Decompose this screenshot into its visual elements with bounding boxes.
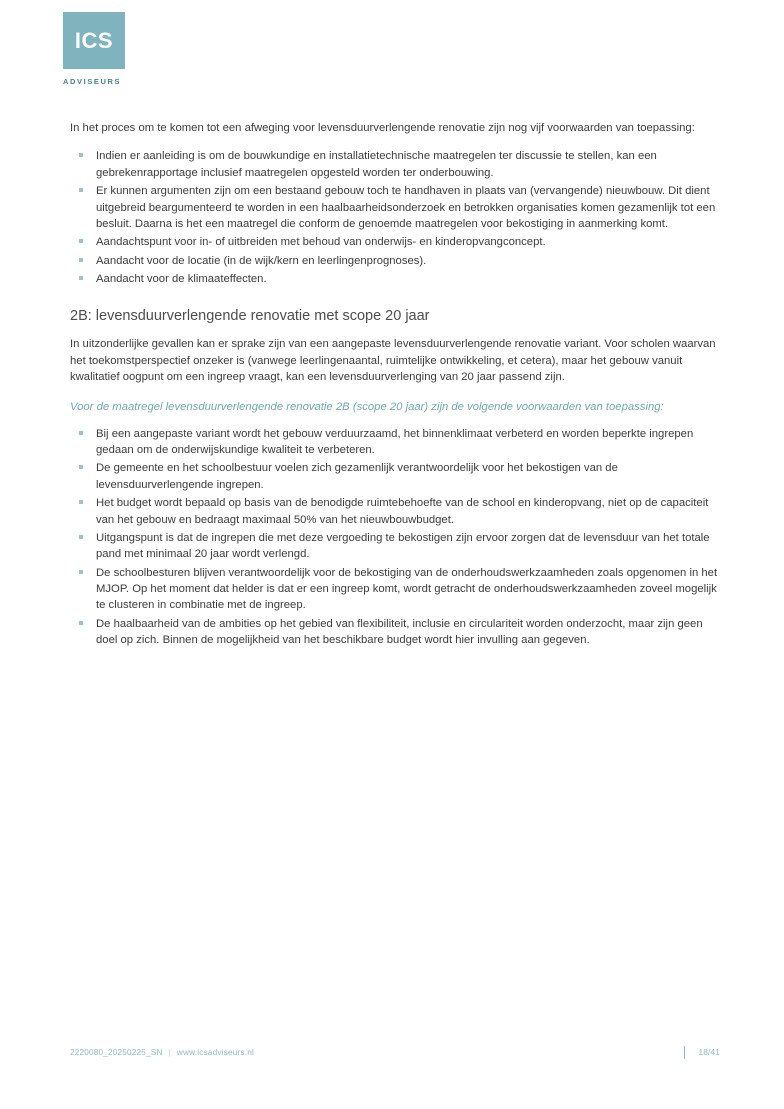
bullet-square-icon [79, 153, 83, 157]
footer-page-number: 18/41 [698, 1048, 720, 1057]
list-item-text: De haalbaarheid van de ambities op het gebied van flexibiliteit, inclusie en circulariteit worden onderzocht, maar zijn geen doel op zich. Binnen de mogelijkheid van het beschikbare budget wordt hier invulling aan gegeven. [96, 617, 703, 647]
logo-block [63, 12, 129, 86]
section-bullet-list [70, 426, 720, 649]
list-item-text: De schoolbesturen blijven verantwoordelijk voor de bekostiging van de onderhoudswerkzaamheden zoals opgenomen in het MJOP. Op het moment dat helder is dat er een ingreep komt, wordt getracht de onderhoudswerkzaamheden zoveel mogelijk te clusteren in combinatie met de ingreep. [96, 566, 718, 612]
bullet-square-icon [79, 431, 83, 435]
list-item [70, 530, 720, 563]
list-item-text: Aandacht voor de klimaateffecten. [96, 273, 267, 285]
document-content [70, 120, 720, 663]
list-item [70, 616, 720, 649]
bullet-square-icon [79, 535, 83, 539]
list-item-text: Het budget wordt bepaald op basis van de benodigde ruimtebehoefte van de school en kinderopvang, niet op de capaciteit van het gebouw en bedraagt maximaal 50% van het nieuwbouwbudget. [96, 497, 709, 526]
list-item-text: Bij een aangepaste variant wordt het gebouw verduurzaamd, het binnenklimaat verbeterd en worden beperkte ingrepen gedaan om de onderwijskundige kwaliteit te verbeteren. [96, 427, 694, 457]
intro-paragraph: In het proces om te komen tot een afweging voor levensduurverlengende renovatie zijn nog vijf voorwaarden van toepassing: [70, 122, 695, 134]
accent-paragraph: Voor de maatregel levensduurverlengende renovatie 2B (scope 20 jaar) zijn de volgende voorwaarden van toepassing: [70, 401, 664, 414]
intro-bullet-list [70, 148, 720, 287]
list-item [70, 148, 720, 181]
list-item-text: Uitgangspunt is dat de ingrepen die met deze vergoeding te bekostigen zijn ervoor zorgen dat de levensduur van het totale pand met minimaal 20 jaar wordt verlengd. [96, 531, 710, 561]
list-item [70, 183, 720, 232]
list-item-text: Aandachtspunt voor in- of uitbreiden met behoud van onderwijs- en kinderopvangconcept. [96, 236, 546, 249]
footer-website-link[interactable]: www.icsadviseurs.nl [176, 1048, 254, 1057]
list-item-text: Er kunnen argumenten zijn om een bestaand gebouw toch te handhaven in plaats van (vervangende) nieuwbouw. Dit dient uitgebreid beargumenteerd te worden in een haalbaarheidsonderzoek en betrokken organisaties komen gezamenlijk tot een besluit. Daarna is het een maatregel die conform de genoemde maatregelen voor bekostiging in aanmerking komt. [96, 185, 716, 230]
list-item [70, 460, 720, 493]
footer-left [70, 1048, 254, 1057]
list-item [70, 495, 720, 528]
footer-right [684, 1046, 721, 1059]
list-item [70, 426, 720, 459]
bullet-square-icon [79, 276, 83, 280]
footer-divider [684, 1046, 685, 1059]
bullet-square-icon [79, 500, 83, 504]
list-item-text: De gemeente en het schoolbestuur voelen zich gezamenlijk verantwoordelijk voor het bekostigen van de levensduurverlengende ingrepen. [96, 462, 618, 491]
logo-subtitle: ADVISEURS [63, 77, 122, 86]
ics-logo-mark [63, 12, 125, 69]
list-item-text: Aandacht voor de locatie (in de wijk/kern en leerlingenprognoses). [96, 254, 427, 267]
logo-text: ICS [74, 27, 114, 53]
list-item [70, 253, 720, 269]
bullet-square-icon [79, 465, 83, 469]
section-paragraph: In uitzonderlijke gevallen kan er sprake zijn van een aangepaste levensduurverlengende renovatie variant. Voor scholen waarvan het toekomstperspectief onzeker is (vanwege leerlingenaantal, ruimtelijke ontwikkeling, et cetera), maar het gebouw vanuit kwalitatief oogpunt om een ingreep vraagt, kan een levensduurverlenging van 20 jaar passend zijn. [70, 338, 716, 383]
bullet-square-icon [79, 570, 83, 574]
bullet-square-icon [79, 621, 83, 625]
footer-document-code: 2220080_20250225_SN [70, 1048, 163, 1057]
footer-separator: | [168, 1048, 171, 1057]
list-item [70, 565, 720, 614]
page-footer [70, 1046, 720, 1059]
list-item [70, 234, 720, 250]
list-item [70, 271, 720, 287]
bullet-square-icon [79, 258, 83, 262]
bullet-square-icon [79, 188, 83, 192]
bullet-square-icon [79, 239, 83, 243]
section-heading: 2B: levensduurverlengende renovatie met scope 20 jaar [70, 308, 430, 325]
list-item-text: Indien er aanleiding is om de bouwkundige en installatietechnische maatregelen ter discussie te stellen, kan een gebrekenrapportage inclusief maatregelen opgesteld worden ter onderbouwing. [96, 150, 657, 179]
